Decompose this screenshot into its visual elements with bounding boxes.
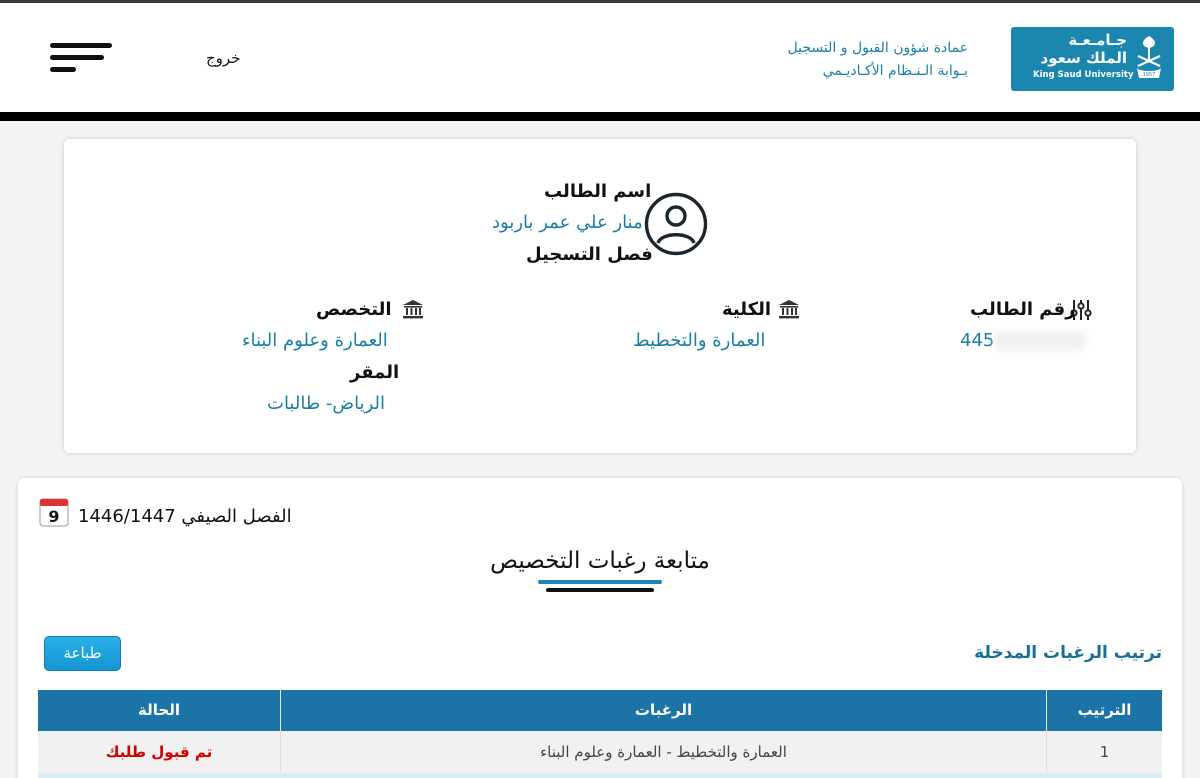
institution-icon <box>402 298 424 320</box>
svg-text:1957: 1957 <box>1142 72 1156 78</box>
logo-arabic-line1: جـامـعـة <box>1068 31 1127 49</box>
column-header-preference: الرغبات <box>280 690 1046 731</box>
table-row <box>38 731 1162 773</box>
logo-english: King Saud University <box>1033 70 1134 80</box>
cell-status: تم قبول طلبك <box>105 743 213 761</box>
user-avatar-icon <box>644 192 708 256</box>
page-title: متابعة رغبات التخصيص <box>490 548 710 574</box>
logout-link[interactable]: خروج <box>206 49 241 67</box>
svg-text:9: 9 <box>48 507 60 526</box>
college-label: الكلية <box>722 299 772 320</box>
menu-icon[interactable] <box>50 43 114 77</box>
student-name-label: اسم الطالب <box>544 181 652 202</box>
college-value: العمارة والتخطيط <box>633 330 766 351</box>
preferences-table <box>38 690 1162 778</box>
institution-icon <box>778 298 800 320</box>
palm-emblem-icon <box>1132 34 1166 84</box>
redacted-id <box>994 331 1086 351</box>
term-label: الفصل الصيفي 1446/1447 <box>78 506 292 527</box>
title-underline-dark <box>546 588 654 592</box>
campus-label: المقر <box>350 362 400 383</box>
cell-rank: 1 <box>1046 731 1162 773</box>
cell-preference: العمارة والتخطيط - العمارة وعلوم البناء <box>280 731 1046 773</box>
major-value: العمارة وعلوم البناء <box>242 330 388 351</box>
logo-arabic-line2: الملك سعود <box>1040 49 1127 67</box>
student-id-value: 445 <box>960 330 995 351</box>
registration-term-label: فصل التسجيل <box>526 244 653 265</box>
header-divider <box>0 112 1200 121</box>
preferences-heading: ترتيب الرغبات المدخلة <box>974 643 1162 663</box>
title-underline <box>538 580 662 584</box>
student-id-label: رقم الطالب <box>970 299 1076 320</box>
table-row-partial <box>38 773 1162 778</box>
deanship-title <box>788 37 968 83</box>
column-header-rank: الترتيب <box>1046 690 1162 731</box>
campus-value: الرياض- طالبات <box>267 393 386 414</box>
print-button[interactable]: طباعة <box>44 636 121 671</box>
portal-name: بـوابة الـنـظام الأكـاديـمي <box>822 63 968 79</box>
site-header <box>0 3 1200 112</box>
major-label: التخصص <box>316 299 392 320</box>
university-logo[interactable] <box>1011 27 1174 91</box>
deanship-name: عمادة شؤون القبول و التسجيل <box>787 40 968 56</box>
calendar-icon <box>39 497 69 527</box>
table-header <box>38 690 1162 731</box>
student-name-value: منار علي عمر باربود <box>492 212 643 233</box>
column-header-status: الحالة <box>138 701 180 719</box>
